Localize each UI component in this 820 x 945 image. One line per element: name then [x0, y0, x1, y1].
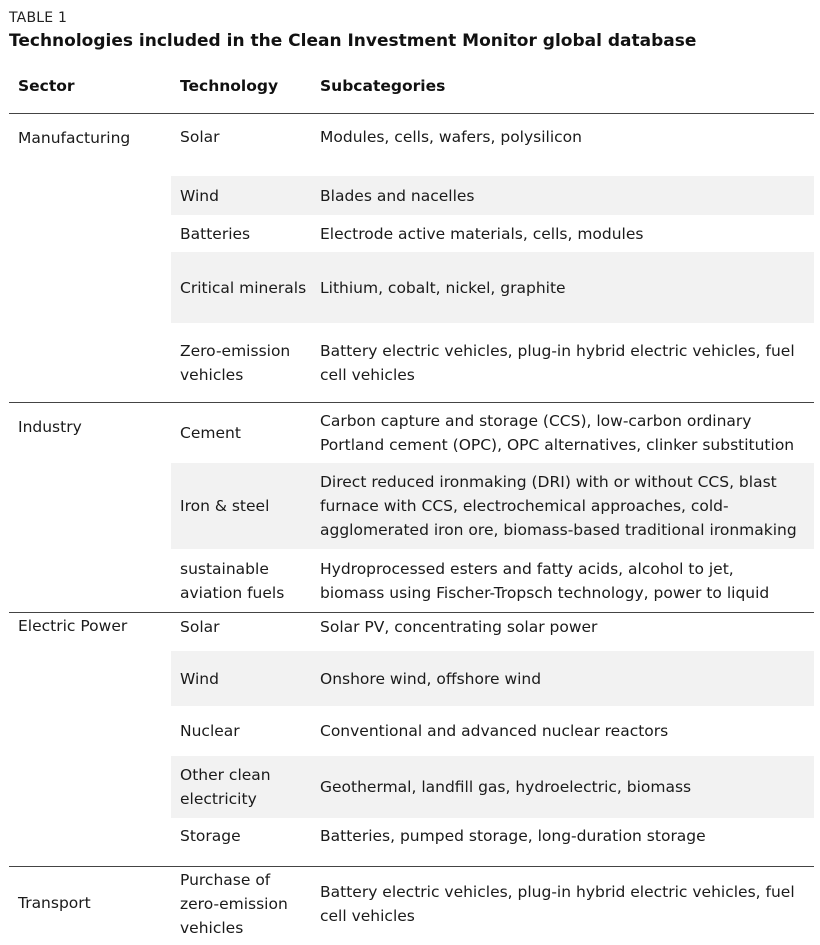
technology-cell: Iron & steel — [180, 497, 270, 515]
technology-cell: Storage — [180, 827, 241, 845]
sector-electric-power: Electric Power — [18, 617, 128, 635]
subcategories-cell: Battery electric vehicles, plug-in hybrid electric vehicles, fuel cell vehicles — [320, 341, 795, 384]
sector-manufacturing: Manufacturing — [18, 129, 131, 147]
table-caption: TABLE 1 — [9, 10, 68, 26]
sector-industry: Industry — [18, 418, 82, 436]
technology-cell: Critical minerals — [180, 278, 307, 297]
table-row — [171, 706, 814, 756]
table-row — [171, 176, 814, 215]
subcategories-cell: Battery electric vehicles, plug-in hybrid electric vehicles, fuel cell vehicles — [320, 883, 795, 925]
table-row — [171, 651, 814, 706]
table-row — [171, 549, 814, 612]
subcategories-cell: Geothermal, landfill gas, hydroelectric, biomass — [320, 778, 692, 796]
table-row — [171, 756, 814, 818]
table-row — [171, 818, 814, 854]
technology-cell: Batteries — [180, 224, 251, 243]
technology-cell: Zero-emission vehicles — [180, 341, 291, 384]
subcategories-cell: Onshore wind, offshore wind — [320, 669, 542, 688]
subcategories-cell: Direct reduced ironmaking (DRI) with or without CCS, blast furnace with CCS, electrochemical approaches, cold-agglomerated iron ore, biomass-based traditional ironmaking — [320, 473, 797, 539]
table-row — [171, 403, 814, 463]
technology-cell: Purchase of zero-emission vehicles — [180, 871, 288, 937]
technology-cell: Solar — [180, 128, 220, 146]
table-title: Technologies included in the Clean Investment Monitor global database — [9, 31, 697, 51]
table-row — [171, 114, 814, 160]
subcategories-cell: Carbon capture and storage (CCS), low-carbon ordinary Portland cement (OPC), OPC alternatives, clinker substitution — [320, 412, 795, 454]
technology-cell: Wind — [180, 669, 219, 688]
subcategories-cell: Hydroprocessed esters and fatty acids, alcohol to jet, biomass using Fischer-Tropsch technology, power to liquid — [320, 559, 770, 602]
header-subcategories: Subcategories — [320, 77, 446, 95]
subcategories-cell: Electrode active materials, cells, modules — [320, 224, 644, 243]
subcategories-cell: Lithium, cobalt, nickel, graphite — [320, 278, 566, 297]
technology-cell: Wind — [180, 186, 219, 205]
table-row — [171, 867, 814, 941]
subcategories-cell: Solar PV, concentrating solar power — [320, 617, 598, 636]
subcategories-cell: Batteries, pumped storage, long-duration storage — [320, 827, 706, 845]
technology-cell: Cement — [180, 424, 241, 442]
header-sector: Sector — [18, 77, 75, 95]
technology-cell: Nuclear — [180, 722, 240, 740]
subcategories-cell: Modules, cells, wafers, polysilicon — [320, 128, 582, 146]
subcategories-cell: Blades and nacelles — [320, 186, 475, 205]
technology-cell: Solar — [180, 617, 220, 636]
table-row — [171, 215, 814, 252]
technology-cell: sustainable aviation fuels — [180, 559, 285, 602]
table-row — [171, 463, 814, 549]
header-technology: Technology — [180, 77, 279, 95]
subcategories-cell: Conventional and advanced nuclear reactors — [320, 722, 669, 740]
table-row — [171, 613, 814, 640]
sector-transport: Transport — [18, 894, 91, 912]
table-row — [171, 252, 814, 323]
table-row — [171, 323, 814, 402]
technology-cell: Other clean electricity — [180, 766, 271, 808]
